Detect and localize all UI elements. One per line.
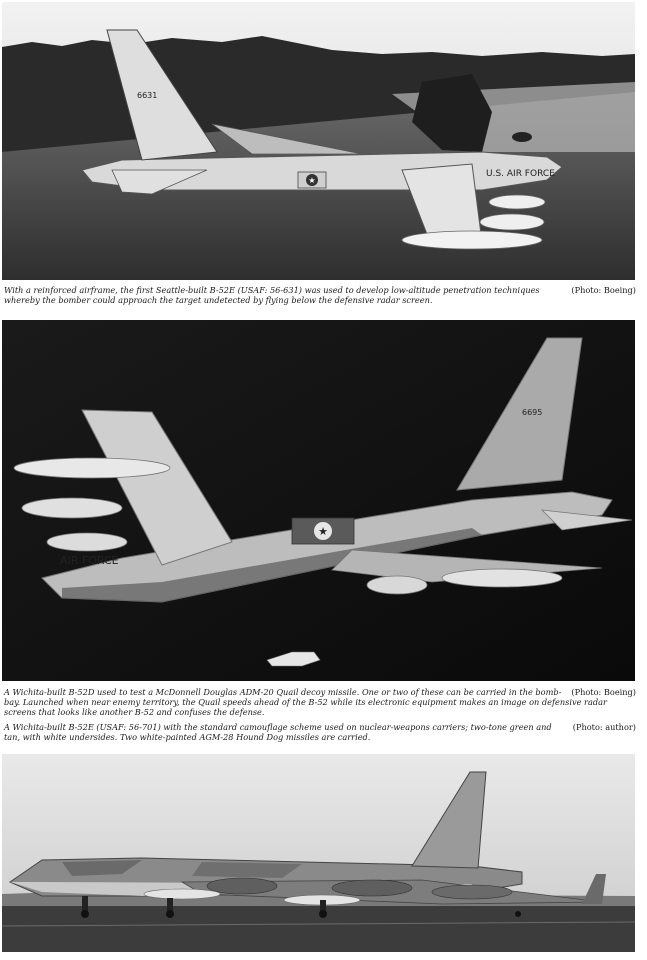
caption-text: With a reinforced airframe, the first Seattle-built B-52E (USAF: 56-631) was used to develop low-altitude penetration techniques whereby the bomber could approach the target undetected by flying below the defensive radar screen. [4, 285, 540, 305]
photo-b52e-low-altitude [2, 2, 635, 280]
caption-text: A Wichita-built B-52E (USAF: 56-701) with the standard camouflage scheme used on nuclear-weapons carriers; two-tone green and tan, with white undersides. Two white-painted AGM-28 Hound Dog missiles are carried. [4, 722, 552, 742]
photo-credit: (Photo: Boeing) [571, 285, 636, 295]
caption-photo-3 [4, 722, 636, 742]
hound-dog-missile [144, 889, 220, 899]
tail-number-text: 6631 [137, 91, 158, 100]
photo-b52d-quail-test [2, 320, 635, 681]
photo-credit: (Photo: author) [572, 722, 636, 732]
photo-b52d-quail-test-image [2, 320, 635, 681]
fuselage-text: U.S. AIR FORCE [486, 169, 555, 179]
photo-b52e-camouflage [2, 754, 635, 952]
tail-number-text: 6695 [522, 408, 543, 417]
fuselage-text: AIR FORCE [60, 554, 119, 567]
caption-text: A Wichita-built B-52D used to test a McDonnell Douglas ADM-20 Quail decoy missile. One or two of these can be carried in the bomb-bay. Launched when near enemy territory, the Quail speeds ahead of the B-52 while its electronic equipment makes an image on defensive radar screens that looks like another B-52 and confuses the defense. [4, 687, 607, 717]
photo-credit: (Photo: Boeing) [571, 687, 636, 697]
svg-text:★: ★ [308, 176, 316, 185]
photo-b52e-low-altitude-image [2, 2, 635, 280]
svg-text:★: ★ [318, 525, 328, 538]
caption-photo-1 [4, 285, 636, 305]
caption-photo-2 [4, 687, 636, 717]
photo-b52e-camouflage-image [2, 754, 635, 952]
